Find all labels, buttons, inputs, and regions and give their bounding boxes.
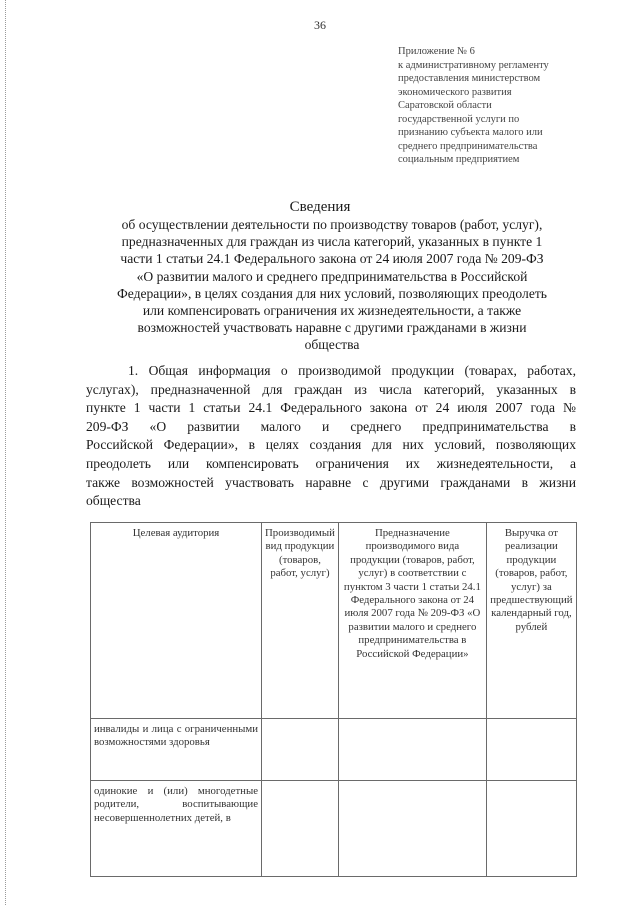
subtitle-line: части 1 статьи 24.1 Федерального закона от 24 июля 2007 года № 209-ФЗ	[120, 251, 544, 267]
document-title: Сведения	[289, 199, 351, 215]
cell-product	[262, 781, 339, 877]
paragraph-line: 1. Общая информация о производимой продукции (товарах, работах,	[128, 363, 576, 378]
appendix-line: социальным предприятием	[398, 154, 520, 165]
appendix-line: к административному регламенту	[398, 59, 549, 71]
header-product-purpose: Предназначение производимого вида продукции (товаров, работ, услуг) в соответствии с пунктом 3 части 1 статьи 24.1 Федерального закона от 24 июля 2007 года № 209-ФЗ «О развитии малого и среднего предпринимательства в Российской Федерации»	[338, 523, 486, 719]
target-audience-table	[90, 522, 577, 877]
paragraph-line: пункте 1 части 1 статьи 24.1 Федерального закона от 24 июля 2007 года №	[86, 400, 576, 416]
page-number: 36	[314, 18, 326, 32]
section-1-paragraph	[86, 362, 576, 511]
table-row	[91, 719, 577, 781]
cell-revenue	[486, 719, 576, 781]
header-target-audience: Целевая аудитория	[91, 523, 262, 719]
appendix-line: признанию субъекта малого или	[398, 127, 543, 138]
cell-revenue	[486, 781, 576, 877]
table-row	[91, 781, 577, 877]
header-product-type: Производимый вид продукции (товаров, работ, услуг)	[262, 523, 339, 719]
cell-category: инвалиды и лица с ограниченными возможностями здоровья	[91, 719, 262, 781]
subtitle-line: об осуществлении деятельности по производству товаров (работ, услуг),	[121, 217, 543, 232]
paragraph-line: преодолеть или компенсировать ограничения их жизнедеятельности, а	[86, 455, 576, 471]
cell-product	[262, 719, 339, 781]
appendix-line: Саратовской области	[398, 100, 492, 111]
table-header-row	[91, 523, 577, 719]
subtitle-line: общества	[304, 337, 360, 353]
appendix-line: предоставления министерством	[398, 73, 541, 84]
appendix-line: государственной услуги по	[398, 113, 520, 125]
paragraph-line: также возможностей участвовать наравне с другими гражданами в жизни	[86, 474, 576, 490]
appendix-line: среднего предпринимательства	[398, 140, 538, 152]
cell-purpose	[338, 781, 486, 877]
appendix-line: экономического развития	[398, 86, 512, 98]
paragraph-line: общества	[86, 493, 141, 509]
paragraph-line: Российской Федерации», в целях создания для них условий, позволяющих	[86, 437, 576, 453]
subtitle-line: «О развитии малого и среднего предпринимательства в Российской	[136, 268, 528, 284]
cell-category: одинокие и (или) многодетные родители, воспитывающие несовершеннолетних детей, в	[91, 781, 262, 877]
paragraph-line: услугах), предназначенной для граждан из числа категорий, указанных в	[86, 381, 576, 397]
subtitle-line: предназначенных для граждан из числа категорий, указанных в пункте 1	[121, 234, 543, 250]
cell-purpose	[338, 719, 486, 781]
header-revenue: Выручка от реализации продукции (товаров, работ, услуг) за предшествующий календарный год, рублей	[486, 523, 576, 719]
subtitle-line: Федерации», в целях создания для них условий, позволяющих преодолеть	[116, 285, 548, 301]
subtitle-line: возможностей участвовать наравне с другими гражданами в жизни	[137, 320, 527, 336]
subtitle-line: или компенсировать ограничения их жизнедеятельности, а также	[142, 303, 522, 319]
scan-left-edge	[5, 0, 9, 905]
appendix-line: Приложение № 6	[398, 46, 475, 57]
document-subtitle	[82, 216, 582, 354]
appendix-note	[398, 45, 598, 167]
paragraph-line: 209-ФЗ «О развитии малого и среднего предпринимательства в	[86, 418, 576, 434]
